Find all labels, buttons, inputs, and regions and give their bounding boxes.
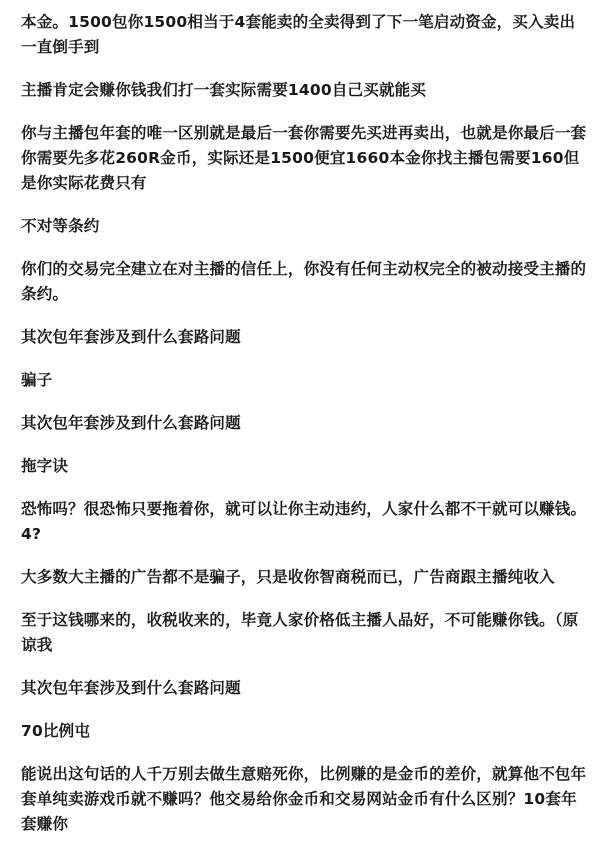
article-body <box>21 10 587 855</box>
paragraph: 拖字诀 <box>21 457 69 475</box>
paragraph: 本金。1500包你1500相当于4套能卖的全卖得到了下一笔启动资金，买入卖出一直倒手到 <box>21 13 576 56</box>
paragraph: 大多数大主播的广告都不是骗子，只是收你智商税而已，广告商跟主播纯收入 <box>21 568 555 586</box>
paragraph: 骗子 <box>21 371 53 389</box>
paragraph: 能说出这句话的人千万别去做生意赔死你，比例赚的是金币的差价，就算他不包年套单纯卖游戏币就不赚吗？他交易给你金币和交易网站金币有什么区别？10套年套赚你 <box>21 765 587 833</box>
paragraph: 其次包年套涉及到什么套路问题 <box>21 328 241 346</box>
paragraph: 至于这钱哪来的，收税收来的，毕竟人家价格低主播人品好，不可能赚你钱。（原谅我 <box>21 611 579 654</box>
paragraph: 其次包年套涉及到什么套路问题 <box>21 414 241 432</box>
paragraph: 恐怖吗？很恐怖只要拖着你，就可以让你主动违约，人家什么都不干就可以赚钱。4? <box>21 500 587 543</box>
paragraph: 不对等条约 <box>21 217 100 235</box>
paragraph: 你与主播包年套的唯一区别就是最后一套你需要先买进再卖出，也就是你最后一套你需要先多花260R金币，实际还是1500便宜1660本金你找主播包需要160但是你实际花费只有 <box>21 124 587 192</box>
paragraph: 70比例屯 <box>21 722 91 740</box>
paragraph: 其次包年套涉及到什么套路问题 <box>21 679 241 697</box>
paragraph: 你们的交易完全建立在对主播的信任上，你没有任何主动权完全的被动接受主播的条约。 <box>21 260 587 303</box>
paragraph: 主播肯定会赚你钱我们打一套实际需要1400自己买就能买 <box>21 81 427 99</box>
